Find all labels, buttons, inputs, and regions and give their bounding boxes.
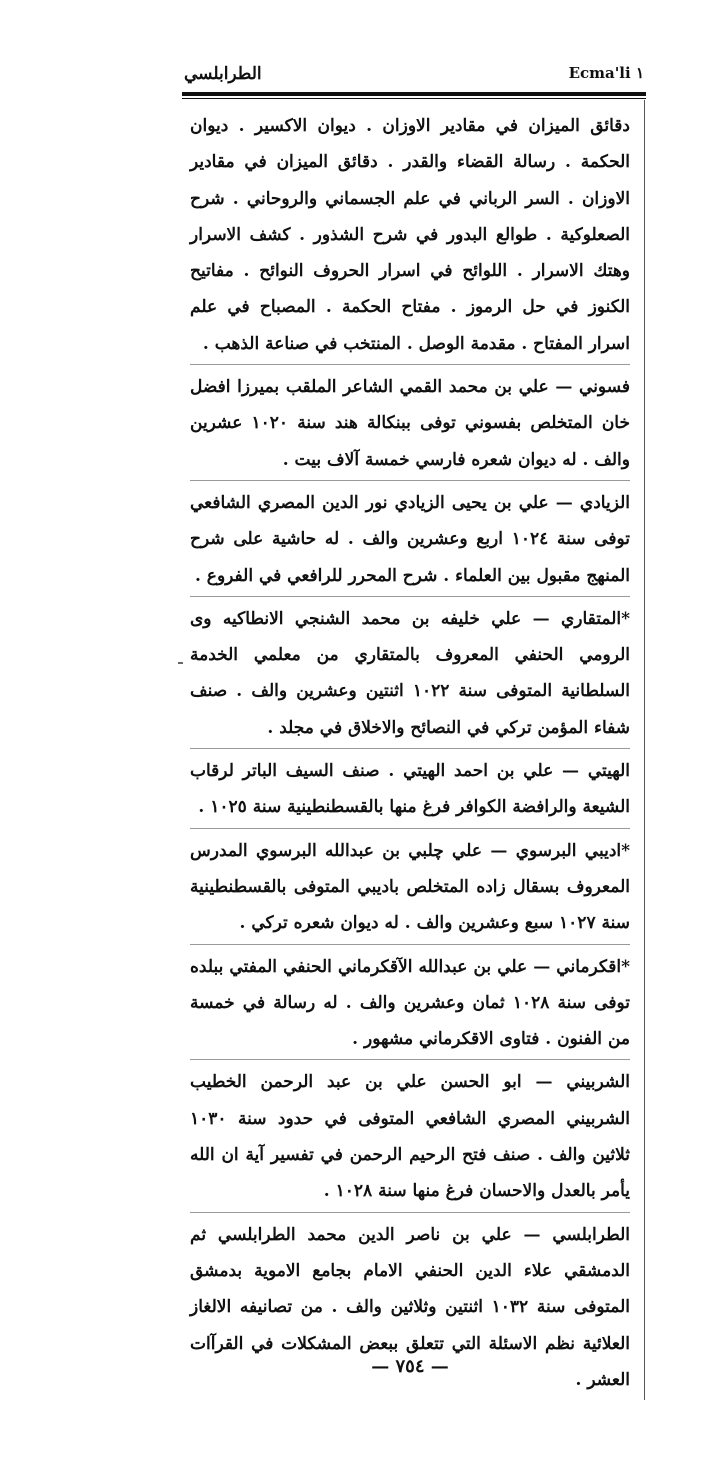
entry-fasuni: فسوني — علي بن محمد القمي الشاعر الملقب بميرزا افضل خان المتخلص بفسوني توفى ببنكالة هند سنة ١٠٢٠ عشرين والف . له ديوان شعره فارسي خمسة آلاف بيت . — [190, 364, 630, 478]
header-page-number: Ecma'li ١ — [568, 64, 644, 82]
scan-speck — [178, 662, 183, 664]
margin-rule — [644, 100, 645, 1400]
footer-page-number: — ٧٥٤ — — [371, 1356, 449, 1377]
header-title: الطرابلسي — [184, 64, 262, 84]
running-header — [184, 64, 644, 88]
entry-hiti: الهيتي — علي بن احمد الهيتي . صنف السيف الباتر لرقاب الشيعة والرافضة الكوافر فرغ منها بالقسطنطينية سنة ١٠٢٥ . — [190, 748, 630, 826]
header-rule-thick — [182, 92, 646, 96]
body-text — [190, 108, 630, 1398]
entry-ziyadi: الزيادي — علي بن يحيى الزيادي نور الدين المصري الشافعي توفى سنة ١٠٢٤ اربع وعشرين والف . له حاشية على شرح المنهج مقبول بين العلماء . شرح المحرر للرافعي في الفروع . — [190, 480, 630, 594]
entry-shirbini: الشربيني — ابو الحسن علي بن عبد الرحمن الخطيب الشربيني المصري الشافعي المتوفى في حدود سنة ١٠٣٠ ثلاثين والف . صنف فتح الرحيم الرحمن في تفسير آية ان الله يأمر بالعدل والاحسان فرغ منها سنة ١٠٢٨ . — [190, 1059, 630, 1209]
header-rule-thin — [182, 98, 646, 99]
entry-tarabulusi: الطرابلسي — علي بن ناصر الدين محمد الطرابلسي ثم الدمشقي علاء الدين الحنفي الامام بجامع الاموية بدمشق المتوفى سنة ١٠٣٢ اثنتين وثلاثين والف . من تصانيفه الالغاز العلائية نظم الاسئلة التي تتعلق ببعض المشكلات في القرآات العشر . — [190, 1212, 630, 1398]
entry-adibi-bursawi: *اديبي البرسوي — علي چلبي بن عبدالله البرسوي المدرس المعروف بسقال زاده المتخلص باديبي المتوفى بالقسطنطينية سنة ١٠٢٧ سبع وعشرين والف . له ديوان شعره تركي . — [190, 828, 630, 942]
entry-aqkirmani: *اقكرماني — علي بن عبدالله الآقكرماني الحنفي المفتي ببلده توفى سنة ١٠٢٨ ثمان وعشرين والف . له رسالة في خمسة من الفنون . فتاوى الاقكرماني مشهور . — [190, 944, 630, 1058]
intro-paragraph: دقائق الميزان في مقادير الاوزان . ديوان الاكسير . ديوان الحكمة . رسالة القضاء والقدر . دقائق الميزان في مقادير الاوزان . السر الرباني في علم الجسماني والروحاني . شرح الصعلوكية . طوالع البدور في شرح الشذور . كشف الاسرار وهتك الاسرار . اللوائح في اسرار الحروف النوائح . مفاتيح الكنوز في حل الرموز . مفتاح الحكمة . المصباح في علم اسرار المفتاح . مقدمة الوصل . المنتخب في صناعة الذهب . — [190, 116, 630, 354]
entry-mutaqari: *المتقاري — علي خليفه بن محمد الشنجي الانطاكيه وى الرومي الحنفي المعروف بالمتقاري من معلمي الخدمة السلطانية المتوفى سنة ١٠٢٢ اثنتين وعشرين والف . صنف شفاء المؤمن تركي في النصائح والاخلاق في مجلد . — [190, 596, 630, 746]
